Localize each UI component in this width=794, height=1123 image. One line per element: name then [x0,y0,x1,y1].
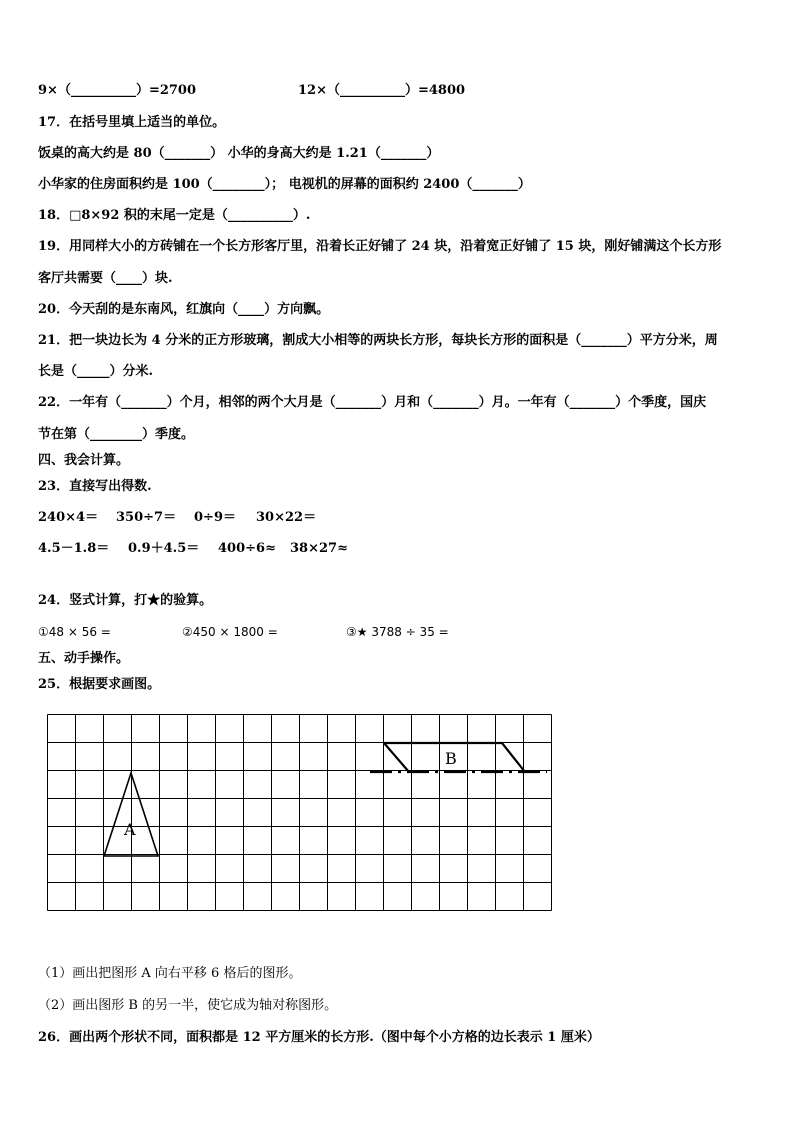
q24-title: 24．竖式计算，打★的验算。 [38,593,213,608]
q17-title: 17．在括号里填上适当的单位。 [38,115,226,130]
calc-item: 240×4＝ [38,510,99,525]
q25-title: 25．根据要求画图。 [38,677,161,692]
calc-item: 350÷7＝ [116,510,177,525]
section-4-heading: 四、我会计算。 [38,453,130,468]
blank-equation-2: 12×（__________）=4800 [298,83,466,98]
calc-item: 0.9＋4.5＝ [128,541,200,556]
vertical-calc-2: ②450 × 1800 = [182,625,278,639]
q19-line2: 客厅共需要（____）块. [38,271,173,286]
q17-line1: 饭桌的高大约是 80（_______） 小华的身高大约是 1.21（_______） [38,146,440,161]
vertical-calc-3: ③★ 3788 ÷ 35 = [346,625,449,639]
calc-item: 0÷9＝ [194,510,236,525]
shape-a-label: A [124,820,136,839]
q26: 26．画出两个形状不同，面积都是 12 平方厘米的长方形.（图中每个小方格的边长表示 1 厘米） [38,1030,600,1045]
q22-line1: 22．一年有（_______）个月，相邻的两个大月是（_______）月和（_______）月。一年有（_______）个季度，国庆 [38,395,707,410]
q19-line1: 19．用同样大小的方砖铺在一个长方形客厅里，沿着长正好铺了 24 块，沿着宽正好铺了 15 块，刚好铺满这个长方形 [38,239,722,254]
calc-item: 30×22＝ [256,510,317,525]
q25-sub1: （1）画出把图形 A 向右平移 6 格后的图形。 [38,966,302,981]
vertical-calc-1: ①48 × 56 = [38,625,111,639]
calc-item: 4.5－1.8＝ [38,541,110,556]
q20: 20．今天刮的是东南风，红旗向（____）方向飘。 [38,302,330,317]
q17-line2: 小华家的住房面积约是 100（________）； 电视机的屏幕的面积约 2400（_______） [38,177,531,192]
section-5-heading: 五、动手操作。 [38,651,130,666]
shape-b-label: B [445,749,457,768]
blank-equation-1: 9×（__________）=2700 [38,83,197,98]
calc-item: 400÷6≈ [218,541,276,556]
shape-b [370,743,547,772]
calc-item: 38×27≈ [290,541,348,556]
q21-line1: 21．把一块边长为 4 分米的正方形玻璃，割成大小相等的两块长方形，每块长方形的面积是（_______）平方分米，周 [38,333,718,348]
q21-line2: 长是（_____）分米. [38,364,154,379]
q23-title: 23．直接写出得数. [38,479,152,494]
q22-line2: 节在第（________）季度。 [38,427,195,442]
q18: 18．□8×92 积的末尾一定是（__________）. [38,208,311,223]
square-grid [47,714,553,916]
q25-sub2: （2）画出图形 B 的另一半，使它成为轴对称图形。 [38,998,338,1013]
